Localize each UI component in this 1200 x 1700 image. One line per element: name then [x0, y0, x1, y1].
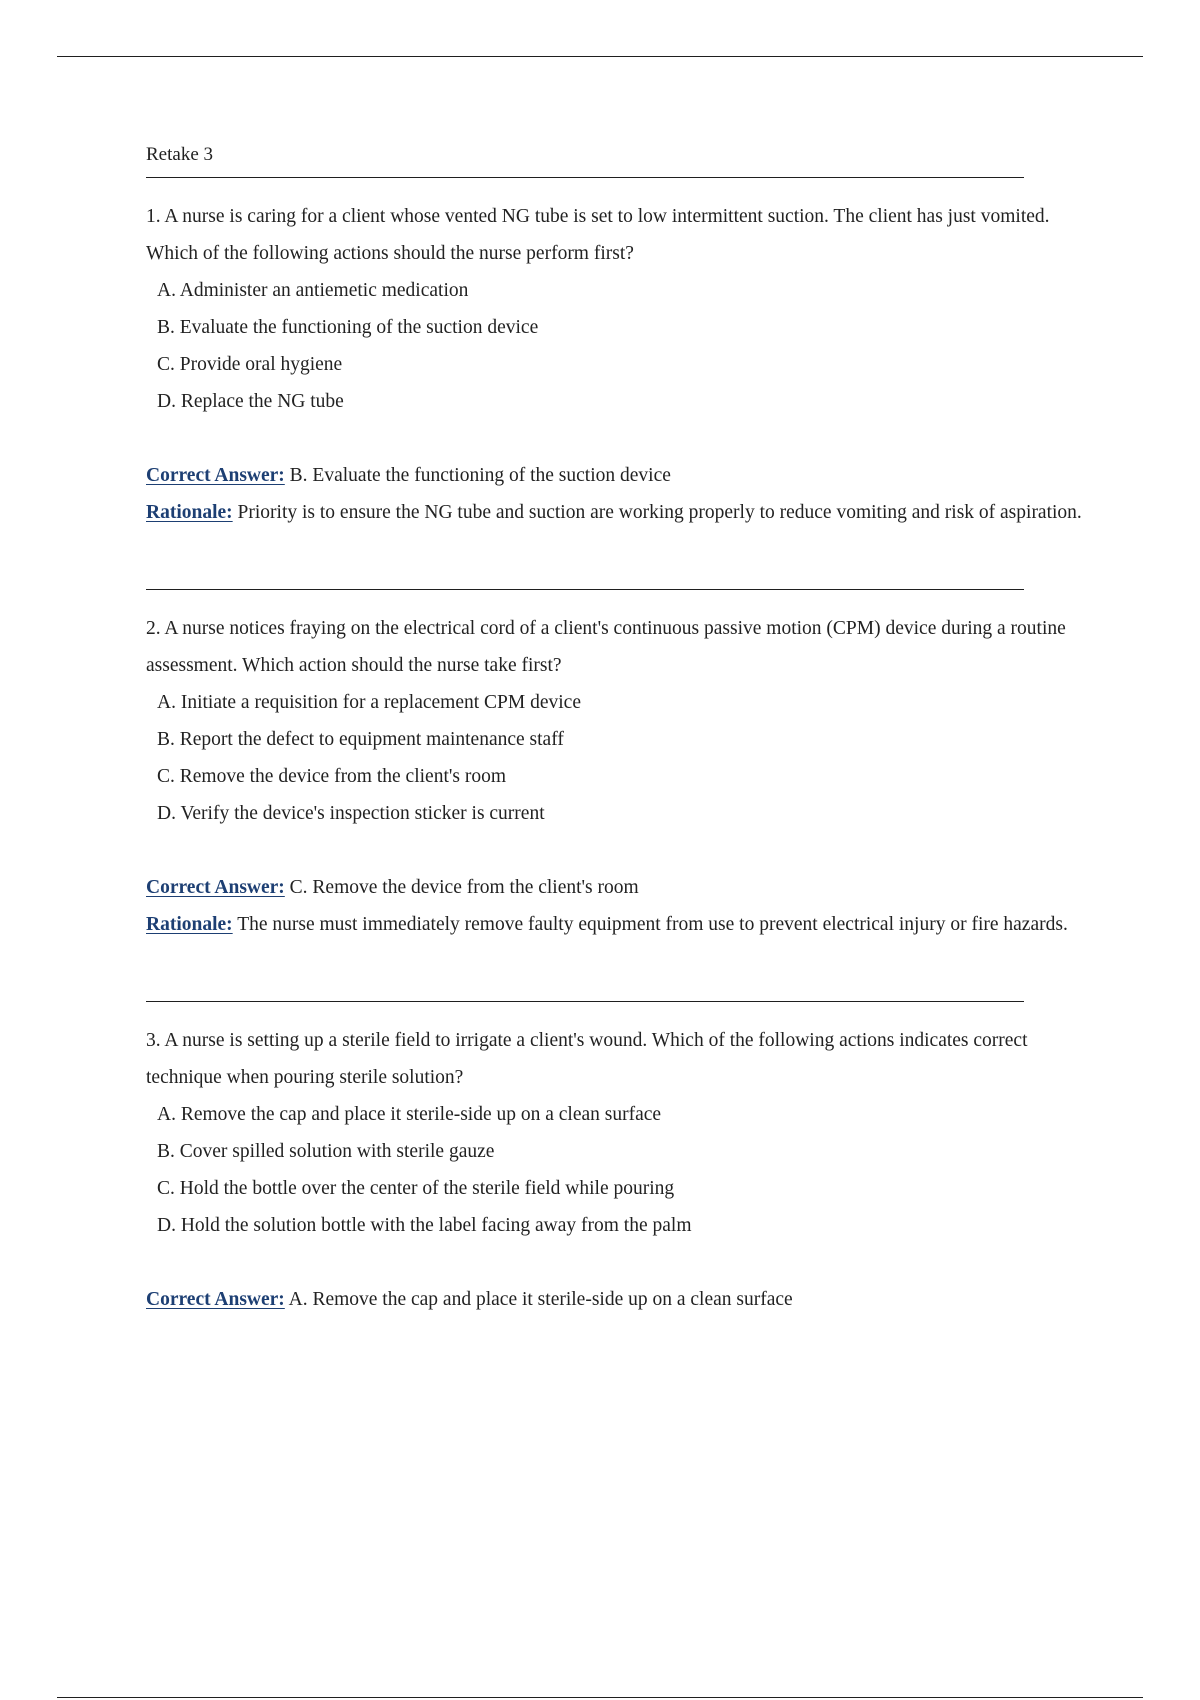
option-b: B. Cover spilled solution with sterile gauze: [157, 1141, 495, 1162]
answer-options: [146, 272, 1086, 420]
document-title: Retake 3: [146, 144, 214, 165]
correct-answer-line: [146, 1281, 1086, 1318]
rationale-text: Priority is to ensure the NG tube and suction are working properly to reduce vomiting and risk of aspiration.: [237, 502, 1082, 523]
section-separator: [146, 1001, 1024, 1002]
option-d: D. Hold the solution bottle with the label facing away from the palm: [157, 1215, 692, 1236]
rationale-line: [146, 906, 1086, 943]
rationale-label: Rationale:: [146, 502, 233, 523]
question-stem: 2. A nurse notices fraying on the electrical cord of a client's continuous passive motion (CPM) device during a routine assessment. Which action should the nurse take first?: [146, 618, 1066, 676]
question-stem: 3. A nurse is setting up a sterile field to irrigate a client's wound. Which of the following actions indicates correct technique when pouring sterile solution?: [146, 1030, 1028, 1088]
answer-options: [146, 684, 1086, 832]
answer-block: [146, 869, 1086, 943]
option-a: A. Administer an antiemetic medication: [157, 280, 469, 301]
page-top-rule: [57, 56, 1143, 57]
question-3: [146, 1022, 1086, 1318]
option-d: D. Replace the NG tube: [157, 391, 344, 412]
rationale-line: [146, 494, 1086, 531]
correct-answer-line: [146, 457, 1086, 494]
option-c: C. Remove the device from the client's room: [157, 766, 507, 787]
answer-block: [146, 1281, 1086, 1318]
rationale-text: The nurse must immediately remove faulty equipment from use to prevent electrical injury or fire hazards.: [237, 914, 1068, 935]
question-2: [146, 610, 1086, 943]
correct-answer-text: A. Remove the cap and place it sterile-side up on a clean surface: [288, 1289, 793, 1310]
page-bottom-rule: [57, 1697, 1143, 1698]
answer-block: [146, 457, 1086, 531]
option-b: B. Evaluate the functioning of the suction device: [157, 317, 539, 338]
correct-answer-line: [146, 869, 1086, 906]
answer-options: [146, 1096, 1086, 1244]
option-c: C. Hold the bottle over the center of the sterile field while pouring: [157, 1178, 675, 1199]
correct-answer-label: Correct Answer:: [146, 1289, 285, 1310]
option-a: A. Remove the cap and place it sterile-side up on a clean surface: [157, 1104, 662, 1125]
section-separator: [146, 177, 1024, 178]
question-stem: 1. A nurse is caring for a client whose vented NG tube is set to low intermittent suction. The client has just vomited. Which of the following actions should the nurse perform first?: [146, 206, 1050, 264]
option-d: D. Verify the device's inspection sticker is current: [157, 803, 545, 824]
correct-answer-text: C. Remove the device from the client's room: [289, 877, 639, 898]
question-1: [146, 198, 1086, 531]
option-b: B. Report the defect to equipment maintenance staff: [157, 729, 564, 750]
rationale-label: Rationale:: [146, 914, 233, 935]
correct-answer-text: B. Evaluate the functioning of the suction device: [289, 465, 671, 486]
option-c: C. Provide oral hygiene: [157, 354, 343, 375]
document-body: [146, 136, 1086, 1318]
correct-answer-label: Correct Answer:: [146, 877, 285, 898]
correct-answer-label: Correct Answer:: [146, 465, 285, 486]
section-separator: [146, 589, 1024, 590]
option-a: A. Initiate a requisition for a replacement CPM device: [157, 692, 581, 713]
